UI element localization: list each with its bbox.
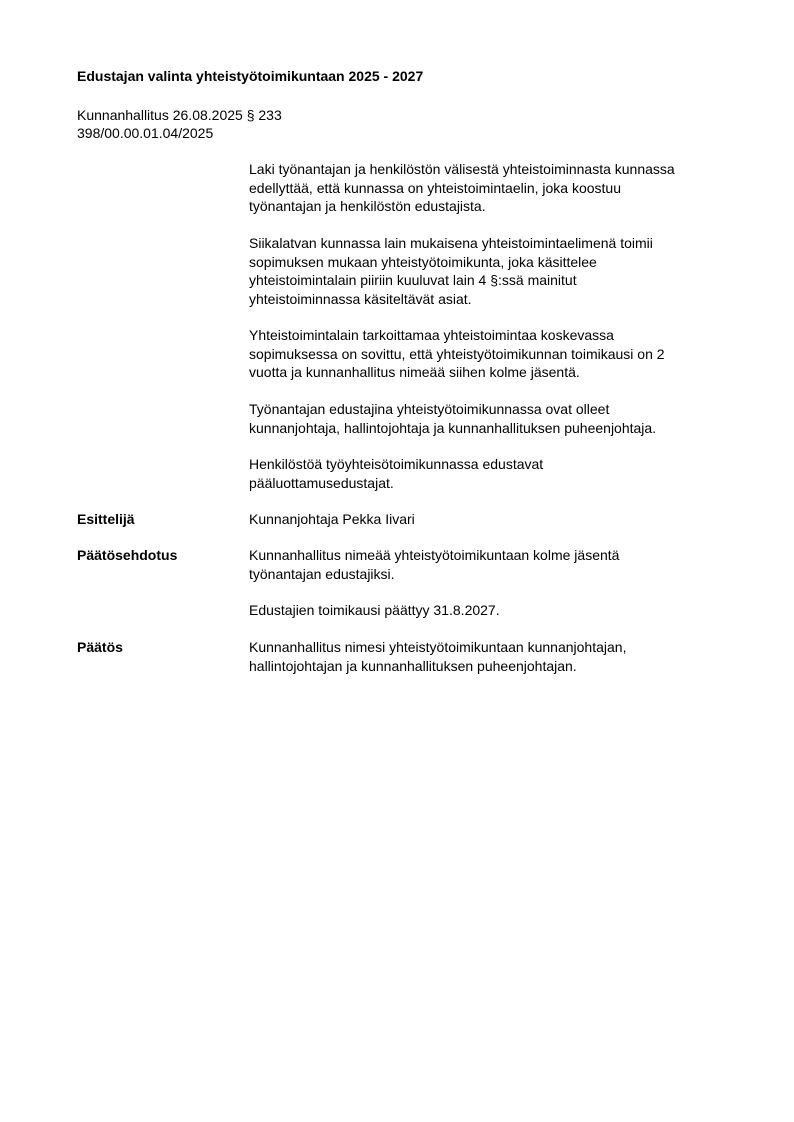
intro-paragraph-2 (249, 234, 749, 308)
paragraph-line: työnantajan ja henkilöstön edustajista. (249, 198, 486, 214)
proposal-text (249, 546, 749, 583)
paragraph-line: yhteistoiminnassa käsiteltävät asiat. (249, 290, 472, 307)
paragraph-line: sopimuksessa on sovittu, että yhteistyötoimikunnan toimikausi on 2 (249, 345, 665, 362)
presenter-text (249, 510, 749, 529)
intro-paragraph-3 (249, 326, 749, 382)
proposal-label: Päätösehdotus (77, 547, 178, 563)
document-meta (77, 106, 282, 142)
presenter-label: Esittelijä (77, 511, 135, 527)
paragraph-line: Kunnanhallitus nimeää yhteistyötoimikuntaan kolme jäsentä (249, 547, 620, 563)
paragraph-line: Henkilöstöä työyhteisötoimikunnassa edustavat (249, 456, 544, 472)
record-number: 398/00.00.01.04/2025 (77, 125, 214, 141)
paragraph-line: sopimuksen mukaan yhteistyötoimikunta, joka käsittelee (249, 253, 597, 270)
paragraph-line: edellyttää, että kunnassa on yhteistoimintaelin, joka koostuu (249, 179, 622, 196)
paragraph-line: yhteistoimintalain piiriin kuuluvat lain 4 §:ssä mainitut (249, 272, 577, 288)
proposal-term-text (249, 601, 749, 620)
intro-paragraph-1 (249, 160, 749, 216)
paragraph-line: Laki työnantajan ja henkilöstön välisestä yhteistoiminnasta kunnassa (249, 161, 675, 177)
decision-label: Päätös (77, 639, 123, 655)
paragraph-line: Kunnanhallitus nimesi yhteistyötoimikuntaan kunnanjohtajan, (249, 639, 627, 655)
paragraph-line: vuotta ja kunnanhallitus nimeää siihen kolme jäsentä. (249, 364, 580, 380)
meeting-line: Kunnanhallitus 26.08.2025 § 233 (77, 107, 282, 123)
paragraph-line: kunnanjohtaja, hallintojohtaja ja kunnanhallituksen puheenjohtaja. (249, 419, 657, 436)
document-title: Edustajan valinta yhteistyötoimikuntaan 2025 - 2027 (77, 68, 424, 84)
paragraph-line: Työnantajan edustajina yhteistyötoimikunnassa ovat olleet (249, 401, 610, 417)
paragraph-line: Kunnanjohtaja Pekka Iivari (249, 511, 415, 527)
paragraph-line: Siikalatvan kunnassa lain mukaisena yhteistoimintaelimenä toimii (249, 235, 653, 251)
paragraph-line: hallintojohtajan ja kunnanhallituksen puheenjohtajan. (249, 657, 577, 674)
intro-paragraph-5 (249, 455, 749, 492)
paragraph-line: työnantajan edustajiksi. (249, 565, 395, 582)
paragraph-line: pääluottamusedustajat. (249, 474, 394, 491)
intro-paragraph-4 (249, 400, 749, 437)
paragraph-line: Edustajien toimikausi päättyy 31.8.2027. (249, 602, 500, 618)
paragraph-line: Yhteistoimintalain tarkoittamaa yhteistoimintaa koskevassa (249, 327, 614, 343)
decision-text (249, 638, 749, 675)
